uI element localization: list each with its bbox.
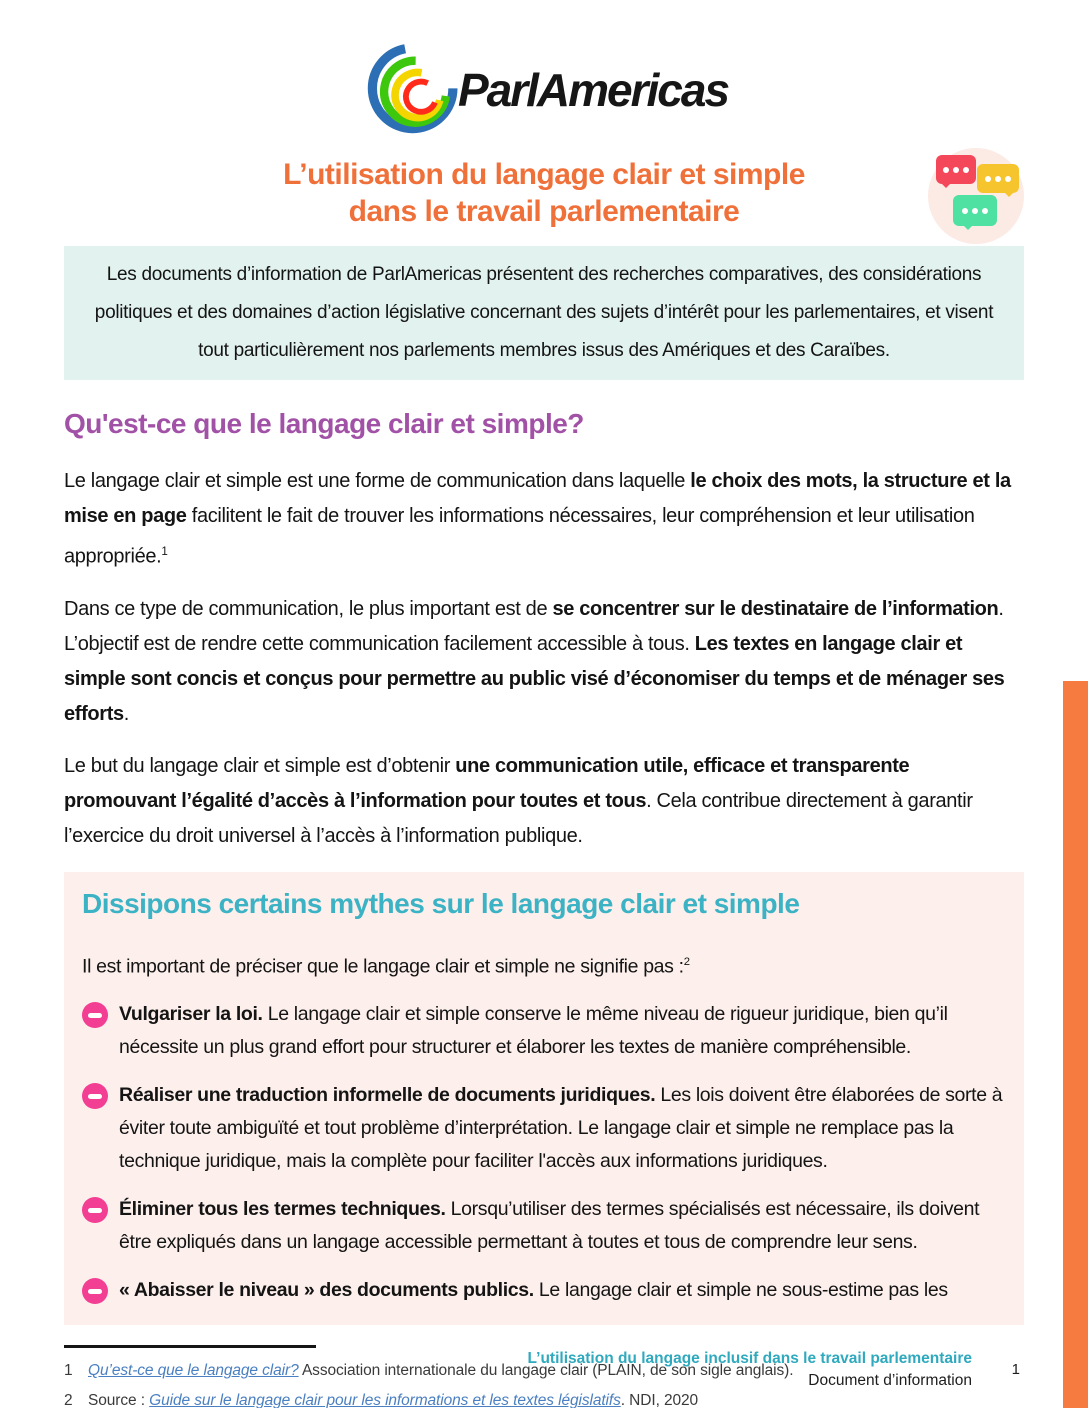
page-title-line2: dans le travail parlementaire bbox=[348, 195, 740, 228]
page-footer bbox=[528, 1348, 972, 1392]
orange-side-bar bbox=[1063, 681, 1088, 1408]
no-entry-icon bbox=[82, 1002, 108, 1028]
myth-text: Les lois doivent être élaborées de sorte à éviter toute ambiguïté et tout problème d’interprétation. Le langage clair et simple ne remplace pas la technique juridique, mais la complète pour faciliter l'accès aux informations juridiques. bbox=[119, 1084, 1003, 1173]
footnote-number: 1 bbox=[64, 1362, 73, 1380]
myth-item bbox=[82, 1193, 1006, 1259]
myth-text: Le langage clair et simple conserve le même niveau de rigueur juridique, bien qu’il nécessite un plus grand effort pour structurer et élaborer les textes de manière compréhensible. bbox=[119, 1003, 948, 1059]
myth-text: Le langage clair et simple ne sous-estime pas les bbox=[533, 1279, 948, 1302]
myth-lead: Éliminer tous les termes techniques. bbox=[119, 1198, 446, 1221]
section-heading-definition: Qu'est-ce que le langage clair et simple? bbox=[64, 408, 584, 439]
myths-intro: Il est important de préciser que le langage clair et simple ne signifie pas :$^2$ bbox=[82, 955, 690, 978]
parlamericas-arcs-icon bbox=[360, 38, 472, 142]
myth-item bbox=[82, 998, 1006, 1064]
page-title bbox=[0, 156, 1088, 230]
footnote-number: 2 bbox=[64, 1392, 73, 1408]
section-heading-myths: Dissipons certains mythes sur le langage clair et simple bbox=[82, 887, 800, 919]
page-number: 1 bbox=[1011, 1361, 1020, 1378]
myth-item bbox=[82, 1079, 1006, 1178]
paragraph: Dans ce type de communication, le plus important est de se concentrer sur le destinataire de l’information. L’objectif est de rendre cette communication facilement accessible à tous. Les textes en langage clair et simple sont concis et conçus pour permettre au public visé d’économiser du temps et de ménager ses efforts. bbox=[64, 597, 1005, 725]
paragraph: Le but du langage clair et simple est d’obtenir une communication utile, efficace et transparente promouvant l’égalité d’accès à l’information pour toutes et tous. Cela contribue directement à garantir l’exercice du droit universel à l’accès à l’information publique. bbox=[64, 754, 973, 847]
speech-bubble-yellow-icon bbox=[977, 164, 1019, 193]
speech-bubble-green-icon bbox=[953, 195, 997, 226]
myth-item bbox=[82, 1274, 1006, 1307]
speech-bubble-red-icon bbox=[936, 155, 976, 184]
intro-description-box: Les documents d’information de ParlAmericas présentent des recherches comparatives, des considérations politiques et des domaines d’action législative concernant des sujets d’intérêt pour les parlementaires, et visent tout particulièrement nos parlements membres issus des Amériques et des Caraïbes. bbox=[64, 246, 1024, 380]
page-title-line1: L’utilisation du langage clair et simple bbox=[283, 158, 805, 191]
myth-lead: Vulgariser la loi. bbox=[119, 1003, 263, 1026]
footnote-text: Source : Guide sur le langage clair pour les informations et les textes législatifs. NDI, 2020 bbox=[88, 1392, 699, 1408]
no-entry-icon bbox=[82, 1278, 108, 1304]
no-entry-icon bbox=[82, 1197, 108, 1223]
footnote-divider bbox=[64, 1345, 316, 1348]
myth-lead: Réaliser une traduction informelle de documents juridiques. bbox=[119, 1084, 656, 1107]
logo-wordmark: ParlAmericas bbox=[457, 64, 729, 116]
footnote-link[interactable]: Qu’est-ce que le langage clair? bbox=[88, 1362, 299, 1380]
footnote-link[interactable]: Guide sur le langage clair pour les informations et les textes législatifs bbox=[149, 1392, 621, 1408]
footer-document-type: Document d’information bbox=[808, 1372, 972, 1389]
paragraph: Le langage clair et simple est une forme de communication dans laquelle le choix des mots, la structure et la mise en page facilitent le fait de trouver les informations nécessaires, leur compréhension et leur utilisation appropriée.$^1$ bbox=[64, 470, 1011, 568]
myths-section bbox=[64, 872, 1024, 1326]
footer-document-title: L’utilisation du langage inclusif dans le travail parlementaire bbox=[527, 1350, 972, 1367]
no-entry-icon bbox=[82, 1083, 108, 1109]
footnote-text: Qu’est-ce que le langage clair? Association internationale du langage clair (PLAIN, de son sigle anglais). bbox=[88, 1362, 794, 1380]
myth-text: Lorsqu’utiliser des termes spécialisés est nécessaire, ils doivent être expliqués dans un langage accessible permettant à toutes et tous de comprendre leur sens. bbox=[119, 1198, 980, 1254]
parlamericas-logo bbox=[0, 0, 1088, 142]
main-content bbox=[0, 408, 1088, 1408]
speech-bubbles-icon bbox=[928, 148, 1024, 244]
myth-lead: « Abaisser le niveau » des documents publics. bbox=[119, 1279, 534, 1302]
